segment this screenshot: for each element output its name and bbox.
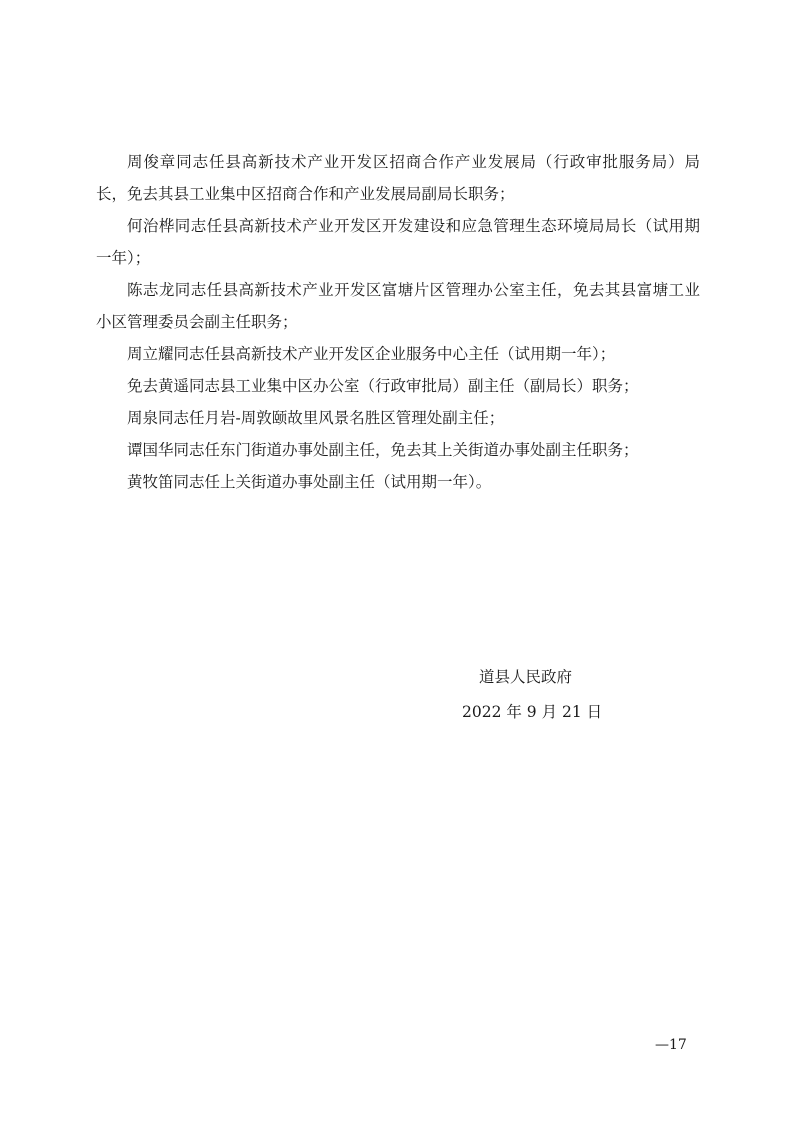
appointment-paragraph: 周立耀同志任县高新技术产业开发区企业服务中心主任（试用期一年）；: [127, 345, 616, 363]
appointment-list: [96, 146, 700, 498]
appointment-paragraph: 何治桦同志任县高新技术产业开发区开发建设和应急管理生态环境局局长（试用期一年）；: [96, 217, 700, 267]
appointment-paragraph: 周俊章同志任县高新技术产业开发区招商合作产业发展局（行政审批服务局）局长，免去其县工业集中区招商合作和产业发展局副局长职务；: [96, 153, 700, 203]
appointment-paragraph: 周泉同志任月岩-周敦颐故里风景名胜区管理处副主任；: [127, 409, 505, 427]
issuing-organization: 道县人民政府: [479, 668, 573, 686]
appointment-paragraph: 谭国华同志任东门街道办事处副主任，免去其上关街道办事处副主任职务；: [127, 441, 639, 459]
appointment-paragraph: 免去黄遥同志县工业集中区办公室（行政审批局）副主任（副局长）职务；: [127, 377, 639, 395]
appointment-paragraph: 陈志龙同志任县高新技术产业开发区富塘片区管理办公室主任，免去其县富塘工业小区管理委员会副主任职务；: [96, 281, 700, 331]
page-number: —17: [655, 1037, 687, 1053]
appointment-paragraph: 黄牧笛同志任上关街道办事处副主任（试用期一年）。: [127, 473, 492, 491]
issue-date: 2022 年 9 月 21 日: [462, 703, 603, 721]
